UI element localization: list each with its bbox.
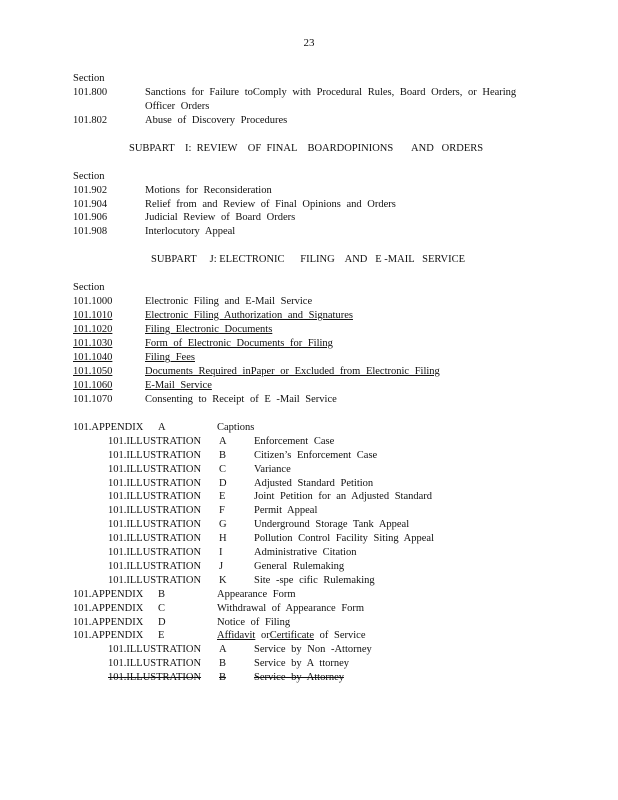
illustration-number: 101.ILLUSTRATION [108,450,202,461]
section-title: E-Mail Service [145,380,212,391]
appendix-letter: C [158,603,166,614]
illustration-title: Joint Petition for an Adjusted Standard [254,491,433,502]
illustration-title: Pollution Control Facility Siting Appeal [254,533,435,544]
section-number: 101.1020 [73,324,113,335]
section-title: Electronic Filing Authorization and Signatures [145,310,353,321]
illustration-title: Variance [254,464,291,475]
illustration-letter: F [219,505,225,516]
section-number: 101.1040 [73,352,113,363]
illustration-number: 101.ILLUSTRATION [108,464,202,475]
illustration-number: 101.ILLUSTRATION [108,519,202,530]
subpart-j-heading: SUBPART J: ELECTRONIC FILING AND E -MAIL SERVICE [151,254,466,265]
appendix-title: Appearance Form [217,589,296,600]
appendix-letter: B [158,589,166,600]
illustration-letter: D [219,478,227,489]
section-title: Filing Fees [145,352,195,363]
appendix-title-rest: of Service [314,630,366,641]
section-number: 101.1070 [73,394,113,405]
subpart-i-heading: SUBPART I: REVIEW OF FINAL BOARDOPINIONS AND ORDERS [129,143,484,154]
illustration-title: General Rulemaking [254,561,345,572]
section-label: Section [73,73,105,84]
page-number: 23 [303,37,315,49]
illustration-number: 101.ILLUSTRATION [108,658,202,669]
illustration-letter: J [219,561,224,572]
section-number: 101.1010 [73,310,113,321]
section-title: Relief from and Review of Final Opinions and Orders [145,199,396,210]
illustration-title: Permit Appeal [254,505,318,516]
illustration-letter: B [219,450,227,461]
illustration-number: 101.ILLUSTRATION [108,575,202,586]
section-title: Sanctions for Failure toComply with Procedural Rules, Board Orders, or Hearing [145,87,517,98]
section-title: Documents Required inPaper or Excluded from Electronic Filing [145,366,440,377]
section-title: Electronic Filing and E-Mail Service [145,296,313,307]
section-number: 101.902 [73,185,108,196]
section-number: 101.1050 [73,366,113,377]
illustration-letter: A [219,644,227,655]
appendix-number: 101.APPENDIX [73,617,144,628]
section-number: 101.800 [73,87,108,98]
appendix-number: 101.APPENDIX [73,589,144,600]
appendix-title: Notice of Filing [217,617,291,628]
appendix-title: Captions [217,422,255,433]
section-title: Judicial Review of Board Orders [145,212,296,223]
illustration-number: 101.ILLUSTRATION [108,533,202,544]
illustration-letter: H [219,533,227,544]
illustration-number: 101.ILLUSTRATION [108,561,202,572]
appendix-title-underlined: Certificate [269,630,314,641]
section-number: 101.904 [73,199,108,210]
illustration-letter: A [219,436,227,447]
illustration-letter: C [219,464,227,475]
illustration-title: Service by A ttorney [254,658,350,669]
section-title-continued: Officer Orders [145,101,210,112]
section-title: Consenting to Receipt of E -Mail Service [145,394,337,405]
illustration-letter: E [219,491,226,502]
section-number: 101.1060 [73,380,113,391]
illustration-number-struck: 101.ILLUSTRATION [108,672,202,683]
appendix-title: Withdrawal of Appearance Form [217,603,365,614]
section-title: Interlocutory Appeal [145,226,236,237]
section-title: Filing Electronic Documents [145,324,273,335]
illustration-title: Adjusted Standard Petition [254,478,374,489]
illustration-title: Underground Storage Tank Appeal [254,519,410,530]
illustration-letter: I [219,547,223,558]
appendix-letter: D [158,617,166,628]
illustration-letter: G [219,519,227,530]
illustration-title: Site -spe cific Rulemaking [254,575,375,586]
appendix-title-underlined: Affidavit [217,630,256,641]
illustration-title-struck: Service by Attorney [254,672,344,683]
illustration-number: 101.ILLUSTRATION [108,491,202,502]
appendix-letter: E [158,630,165,641]
illustration-letter: K [219,575,227,586]
section-title: Motions for Reconsideration [145,185,272,196]
section-number: 101.1030 [73,338,113,349]
section-number: 101.802 [73,115,108,126]
illustration-number: 101.ILLUSTRATION [108,547,202,558]
illustration-title: Service by Non -Attorney [254,644,372,655]
illustration-title: Citizen’s Enforcement Case [254,450,378,461]
illustration-number: 101.ILLUSTRATION [108,436,202,447]
appendix-number: 101.APPENDIX [73,630,144,641]
illustration-number: 101.ILLUSTRATION [108,644,202,655]
appendix-letter: A [158,422,166,433]
illustration-letter: B [219,658,227,669]
section-title: Form of Electronic Documents for Filing [145,338,333,349]
section-number: 101.1000 [73,296,113,307]
appendix-title-rest: or [255,630,270,641]
illustration-number: 101.ILLUSTRATION [108,478,202,489]
appendix-number: 101.APPENDIX [73,422,144,433]
section-label: Section [73,171,105,182]
illustration-title: Enforcement Case [254,436,335,447]
appendix-title [217,629,365,642]
section-label: Section [73,282,105,293]
section-number: 101.908 [73,226,108,237]
illustration-number: 101.ILLUSTRATION [108,505,202,516]
appendix-number: 101.APPENDIX [73,603,144,614]
illustration-letter-struck: B [219,672,227,683]
section-title: Abuse of Discovery Procedures [145,115,288,126]
section-number: 101.906 [73,212,108,223]
illustration-title: Administrative Citation [254,547,357,558]
